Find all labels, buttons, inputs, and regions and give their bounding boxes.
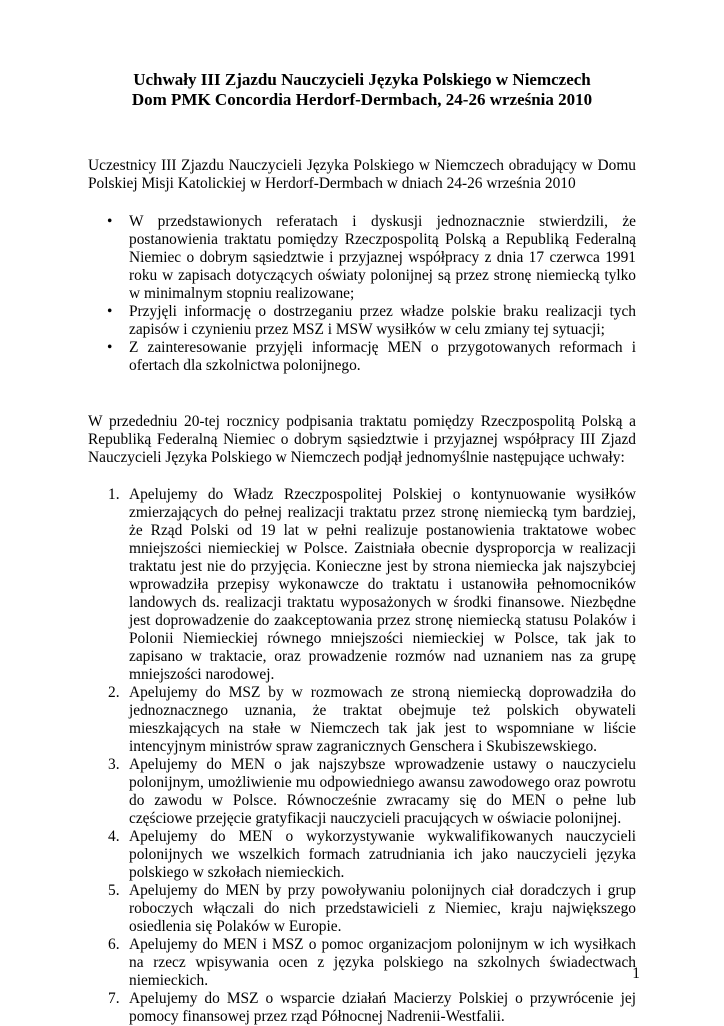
list-item — [88, 756, 636, 828]
list-item — [88, 990, 636, 1026]
list-item-number: 5. — [108, 882, 120, 899]
list-item-number: 6. — [108, 936, 120, 953]
resolutions-list — [88, 486, 636, 1026]
list-item-text: Apelujemy do Władz Rzeczpospolitej Polskiej o kontynuowanie wysiłków zmierzających do pełnej realizacji traktatu przez stronę niemiecką tym bardziej, że Rząd Polski od 19 lat w pełni realizuje postanowienia traktatowe wobec mniejszości niemieckiej w Polsce. Zaistniała obecnie dysproporcja w realizacji traktatu jest nie do przyjęcia. Konieczne jest by strona niemiecka jak najszybciej wprowadziła przepisy wykonawcze do traktatu i ustanowiła pełnomocników landowych ds. realizacji traktatu wyposażonych w środki finansowe. Niezbędne jest doprowadzenie do zaakceptowania przez stronę niemiecką statusu Polaków i Polonii Niemieckiej równego mniejszości niemieckiej w Polsce, tak jak to zapisano w traktacie, oraz prowadzenie rozmów nad uznaniem nas za grupę mniejszości narodowej. — [129, 486, 636, 683]
list-item-text: Apelujemy do MEN o wykorzystywanie wykwalifikowanych nauczycieli polonijnych we wszelkich formach zatrudniania ich jako nauczycieli języka polskiego w szkołach niemieckich. — [129, 828, 636, 881]
list-item-text: Apelujemy do MEN o jak najszybsze wprowadzenie ustawy o nauczycielu polonijnym, umożliwienie mu odpowiedniego awansu zawodowego oraz powrotu do zawodu w Polsce. Równocześnie zwracamy się do MEN o pełne lub częściowe przejęcie gratyfikacji nauczycieli pracujących w oświacie polonijnej. — [129, 756, 636, 827]
document-title-line-1: Uchwały III Zjazdu Nauczycieli Języka Polskiego w Niemczech — [133, 70, 591, 89]
bullet-icon: • — [107, 213, 113, 230]
list-item — [88, 936, 636, 990]
list-item — [88, 303, 636, 339]
bullet-icon: • — [107, 339, 113, 356]
list-item-number: 4. — [108, 828, 120, 845]
intro-paragraph: Uczestnicy III Zjazdu Nauczycieli Języka Polskiego w Niemczech obradujący w Domu Polskiej Misji Katolickiej w Herdorf-Dermbach w dniach 24-26 września 2010 — [88, 157, 636, 192]
list-item — [88, 828, 636, 882]
list-item-text: Przyjęli informację o dostrzeganiu przez władze polskie braku realizacji tych zapisów i czynieniu przez MSZ i MSW wysiłków w celu zmiany tej sytuacji; — [129, 303, 636, 338]
list-item-number: 1. — [108, 486, 120, 503]
list-item-number: 7. — [108, 990, 120, 1007]
list-item-text: W przedstawionych referatach i dyskusji jednoznacznie stwierdzili, że postanowienia traktatu pomiędzy Rzeczpospolitą Polską a Republiką Federalną Niemiec o dobrym sąsiedztwie i przyjaznej współpracy z dnia 17 czerwca 1991 roku w zapisach dotyczących oświaty polonijnej są przez stronę niemiecką tylko w minimalnym stopniu realizowane; — [129, 213, 636, 302]
list-item-text: Apelujemy do MSZ o wsparcie działań Macierzy Polskiej o przywrócenie jej pomocy finansowej przez rząd Północnej Nadrenii-Westfalii. — [129, 990, 636, 1025]
list-item — [88, 339, 636, 375]
list-item-number: 3. — [108, 756, 120, 773]
list-item — [88, 684, 636, 756]
list-item — [88, 882, 636, 936]
list-item — [88, 486, 636, 684]
page-number: 1 — [632, 965, 640, 982]
findings-list — [88, 213, 636, 375]
document-title-line-2: Dom PMK Concordia Herdorf-Dermbach, 24-26 września 2010 — [131, 90, 593, 109]
list-item-text: Apelujemy do MSZ by w rozmowach ze stroną niemiecką doprowadziła do jednoznacznego uznania, że traktat obejmuje też polskich obywateli mieszkających na stałe w Niemczech tak jak jest to wspomniane w liście intencyjnym ministrów spraw zagranicznych Genschera i Skubiszewskiego. — [129, 684, 636, 755]
list-item-number: 2. — [108, 684, 120, 701]
bullet-icon: • — [107, 303, 113, 320]
document-page — [88, 70, 636, 1026]
list-item-text: Apelujemy do MEN by przy powoływaniu polonijnych ciał doradczych i grup roboczych włączali do nich przedstawicieli z Niemiec, kraju największego osiedlenia się Polaków w Europie. — [129, 882, 636, 935]
list-item-text: Z zainteresowanie przyjęli informację MEN o przygotowanych reformach i ofertach dla szkolnictwa polonijnego. — [129, 339, 636, 374]
list-item — [88, 213, 636, 303]
list-item-text: Apelujemy do MEN i MSZ o pomoc organizacjom polonijnym w ich wysiłkach na rzecz wpisywania ocen z języka polskiego na szkolnych świadectwach niemieckich. — [129, 936, 636, 989]
resolution-preamble: W przededniu 20-tej rocznicy podpisania traktatu pomiędzy Rzeczpospolitą Polską a Republiką Federalną Niemiec o dobrym sąsiedztwie i przyjaznej współpracy III Zjazd Nauczycieli Języka Polskiego w Niemczech podjął jednomyślnie następujące uchwały: — [88, 413, 636, 466]
